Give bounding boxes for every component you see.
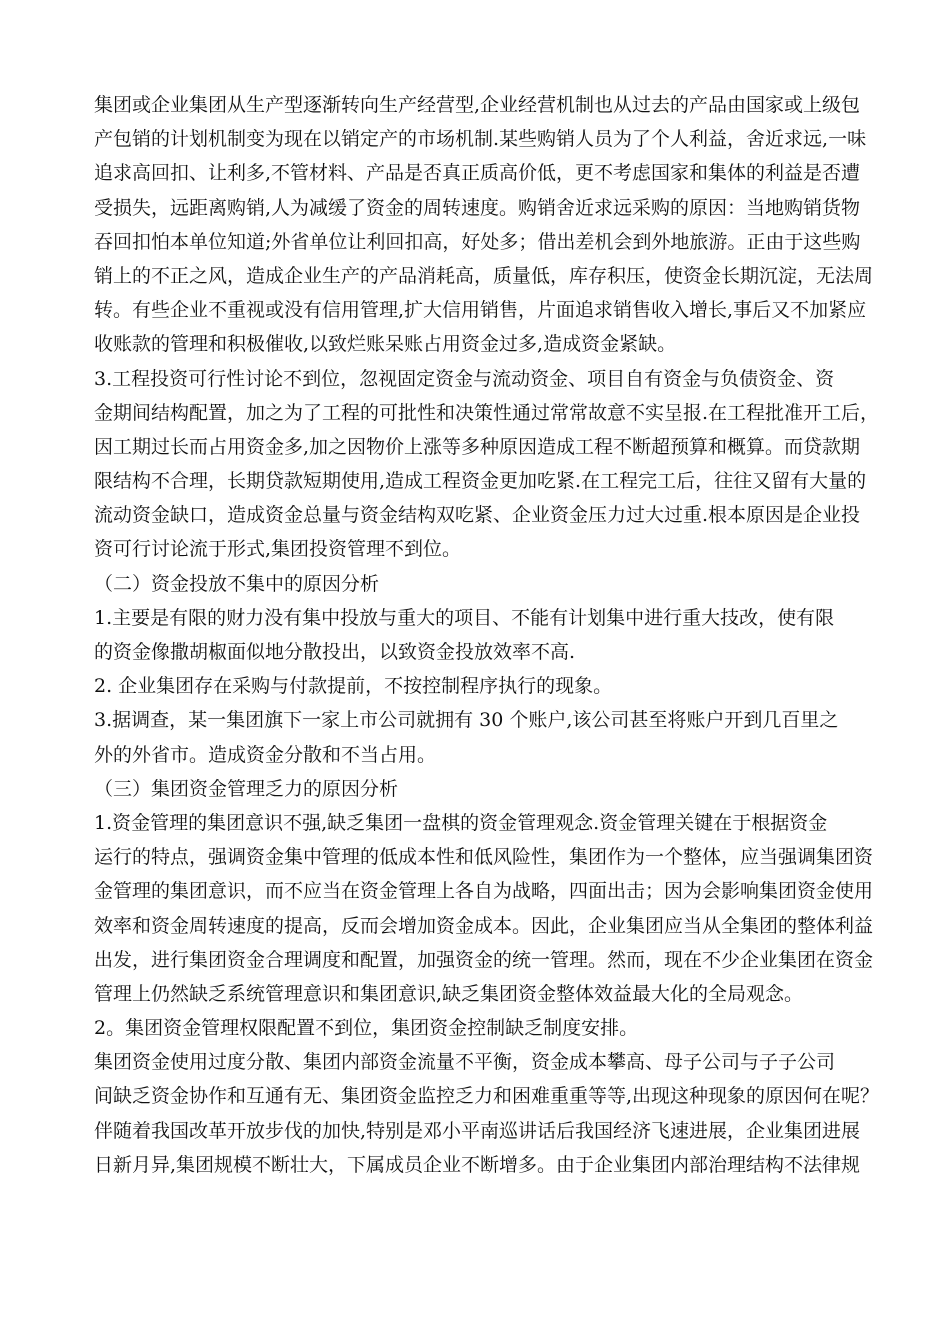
text-line: 集团或企业集团从生产型逐渐转向生产经营型,企业经营机制也从过去的产品由国家或上级包 bbox=[94, 94, 861, 116]
text-line: 出发，进行集团资金合理调度和配置，加强资金的统一管理。然而，现在不少企业集团在资金 bbox=[94, 948, 874, 971]
text-line: 1.主要是有限的财力没有集中投放与重大的项目、不能有计划集中进行重大技改，使有限 bbox=[94, 606, 835, 629]
text-line: 2. 企业集团存在采购与付款提前，不按控制程序执行的现象。 bbox=[94, 675, 613, 698]
text-line: 吞回扣怕本单位知道;外省单位让利回扣高，好处多；借出差机会到外地旅游。正由于这些购 bbox=[94, 230, 861, 253]
text-line: 日新月异,集团规模不断壮大，下属成员企业不断增多。由于企业集团内部治理结构不法律规 bbox=[94, 1153, 861, 1176]
text-line: 集团资金使用过度分散、集团内部资金流量不平衡，资金成本攀高、母子公司与子子公司 bbox=[94, 1051, 836, 1074]
text-line: 伴随着我国改革开放步伐的加快,特别是邓小平南巡讲话后我国经济飞速进展，企业集团进展 bbox=[94, 1119, 861, 1142]
text-line: 1.资金管理的集团意识不强,缺乏集团一盘棋的资金管理观念.资金管理关键在于根据资金 bbox=[94, 811, 828, 834]
text-line: 金管理的集团意识，而不应当在资金管理上各自为战略，四面出击；因为会影响集团资金使用 bbox=[94, 880, 874, 903]
text-line: 2。集团资金管理权限配置不到位，集团资金控制缺乏制度安排。 bbox=[94, 1017, 639, 1040]
text-line: 的资金像撒胡椒面似地分散投出，以致资金投放效率不高. bbox=[94, 641, 576, 663]
text-line: 金期间结构配置，加之为了工程的可批性和决策性通过常常故意不实呈报.在工程批准开工后， bbox=[94, 401, 880, 424]
text-line: 流动资金缺口，造成资金总量与资金结构双吃紧、企业资金压力过大过重.根本原因是企业投 bbox=[94, 504, 861, 527]
text-line: 因工期过长而占用资金多,加之因物价上涨等多种原因造成工程不断超预算和概算。而贷款期 bbox=[94, 435, 861, 458]
text-line: 间缺乏资金协作和互通有无、集团资金监控乏力和困难重重等等,出现这种现象的原因何在呢？ bbox=[94, 1085, 880, 1108]
text-line: 管理上仍然缺乏系统管理意识和集团意识,缺乏集团资金整体效益最大化的全局观念。 bbox=[94, 982, 804, 1005]
text-line: 转。有些企业不重视或没有信用管理,扩大信用销售，片面追求销售收入增长,事后又不加紧应 bbox=[94, 299, 867, 322]
text-line: 3.工程投资可行性讨论不到位，忽视固定资金与流动资金、项目自有资金与负债资金、资 bbox=[94, 367, 835, 390]
text-line: 追求高回扣、让利多,不管材料、产品是否真正质高价低，更不考虑国家和集体的利益是否遭 bbox=[94, 162, 861, 185]
text-line: 3.据调查，某一集团旗下一家上市公司就拥有 30 个账户,该公司甚至将账户开到几百里之 bbox=[94, 709, 839, 732]
text-line: 收账款的管理和积极催收,以致烂账呆账占用资金过多,造成资金紧缺。 bbox=[94, 333, 677, 356]
text-line: 受损失，远距离购销,人为减缓了资金的周转速度。购销舍近求远采购的原因：当地购销货物 bbox=[94, 196, 861, 219]
text-line: 资可行讨论流于形式,集团投资管理不到位。 bbox=[94, 538, 462, 561]
text-line: （二）资金投放不集中的原因分析 bbox=[94, 572, 380, 595]
text-line: 销上的不正之风，造成企业生产的产品消耗高，质量低，库存积压，使资金长期沉淀，无法周 bbox=[94, 264, 874, 287]
text-line: （三）集团资金管理乏力的原因分析 bbox=[94, 777, 399, 800]
text-line: 外的外省市。造成资金分散和不当占用。 bbox=[94, 743, 437, 766]
text-line: 限结构不合理，长期贷款短期使用,造成工程资金更加吃紧.在工程完工后，往往又留有大量的 bbox=[94, 470, 867, 493]
text-line: 运行的特点，强调资金集中管理的低成本性和低风险性，集团作为一个整体，应当强调集团资 bbox=[94, 846, 874, 869]
text-line: 效率和资金周转速度的提高，反而会增加资金成本。因此，企业集团应当从全集团的整体利益 bbox=[94, 914, 874, 937]
document-body bbox=[94, 88, 894, 1182]
text-line: 产包销的计划机制变为现在以销定产的市场机制.某些购销人员为了个人利益，舍近求远,一味 bbox=[94, 128, 867, 151]
